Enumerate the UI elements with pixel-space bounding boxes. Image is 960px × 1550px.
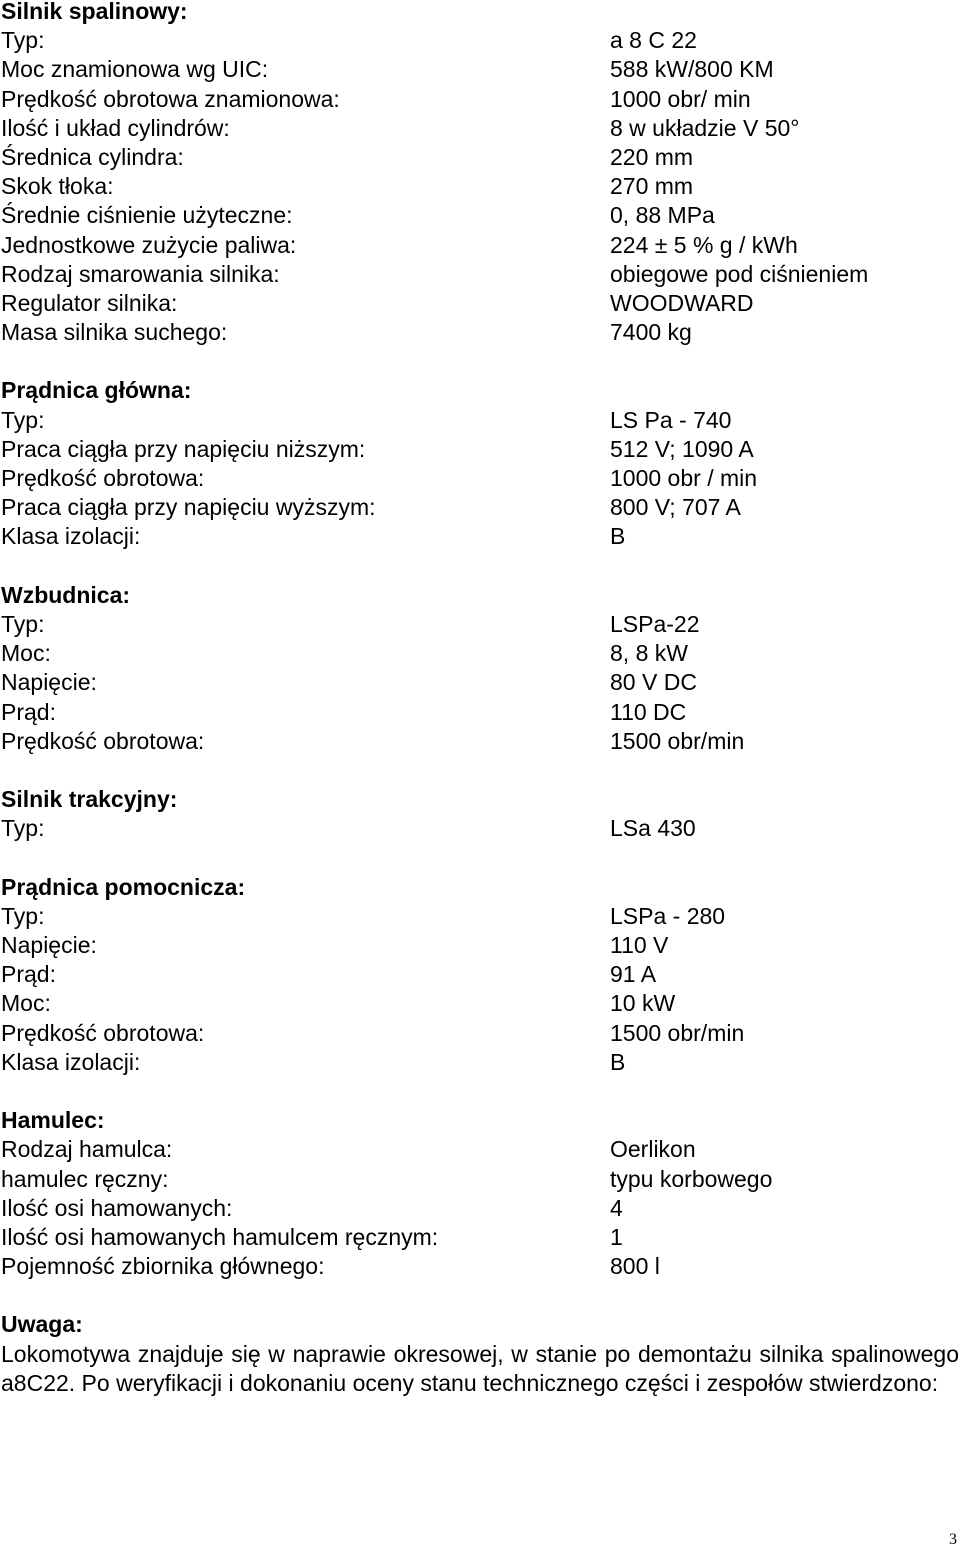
note-paragraph: Lokomotywa znajduje się w naprawie okresowej, w stanie po demontażu silnika spalinowego a8C22. Po weryfikacji i dokonaniu oceny stanu technicznego części i zespołów stwierdzono: (1, 1340, 959, 1397)
spec-row (1, 814, 959, 843)
spec-row (1, 201, 959, 230)
spec-row (1, 406, 959, 435)
spec-row (1, 698, 959, 727)
spec-value: 512 V; 1090 A (610, 435, 754, 462)
spec-label: Prędkość obrotowa: (1, 1019, 205, 1046)
spec-value: 1000 obr / min (610, 465, 758, 491)
spec-label: Moc: (1, 640, 51, 667)
spec-row (1, 55, 959, 84)
spec-row (1, 85, 959, 114)
section-hamulec (1, 1106, 959, 1281)
spec-label: Klasa izolacji: (1, 523, 141, 550)
spec-row (1, 902, 959, 931)
spec-label: Praca ciągła przy napięciu niższym: (1, 435, 366, 462)
note-section (1, 1310, 959, 1398)
spec-value: 800 l (610, 1253, 660, 1280)
spec-label: Rodzaj smarowania silnika: (1, 260, 280, 287)
spec-row (1, 639, 959, 668)
spec-row (1, 289, 959, 318)
section-pradnica-pomocnicza (1, 873, 959, 1077)
spec-label: Praca ciągła przy napięciu wyższym: (1, 494, 376, 521)
spec-row (1, 522, 959, 551)
spec-row (1, 610, 959, 639)
spec-value: 220 mm (610, 143, 694, 170)
spec-value: 224 ± 5 % g / kWh (610, 231, 798, 258)
spacer (1, 756, 959, 785)
spec-label: Typ: (1, 406, 45, 433)
spec-label: Masa silnika suchego: (1, 319, 228, 346)
spec-row (1, 143, 959, 172)
spacer (1, 1077, 959, 1106)
spec-label: Napięcie: (1, 669, 97, 696)
spec-value: 8, 8 kW (610, 640, 688, 667)
section-title: Prądnica pomocnicza: (1, 873, 246, 900)
spec-value: 588 kW/800 KM (610, 56, 774, 83)
spec-value: 270 mm (610, 173, 694, 200)
spec-label: hamulec ręczny: (1, 1165, 169, 1192)
spec-label: Pojemność zbiornika głównego: (1, 1253, 325, 1280)
spec-label: Napięcie: (1, 932, 97, 958)
spec-label: Typ: (1, 27, 45, 54)
spec-label: Prędkość obrotowa znamionowa: (1, 85, 340, 112)
spec-value: a 8 C 22 (610, 27, 697, 54)
spec-label: Średnica cylindra: (1, 143, 184, 170)
spec-row (1, 1223, 959, 1252)
spec-value: 80 V DC (610, 669, 697, 696)
spec-label: Typ: (1, 610, 45, 637)
spec-value: 110 DC (610, 698, 687, 725)
section-title: Prądnica główna: (1, 377, 192, 404)
spec-row (1, 1165, 959, 1194)
spec-value: 4 (610, 1194, 623, 1221)
spec-label: Moc znamionowa wg UIC: (1, 56, 269, 83)
spec-value: 110 V (610, 932, 669, 958)
spec-row (1, 1019, 959, 1048)
spec-label: Jednostkowe zużycie paliwa: (1, 231, 297, 258)
section-silnik-spalinowy (1, 0, 959, 347)
spec-value: B (610, 523, 626, 550)
spec-value: LS Pa - 740 (610, 406, 732, 433)
section-title: Silnik spalinowy: (1, 0, 188, 24)
spec-label: Prędkość obrotowa: (1, 727, 205, 754)
spec-label: Rodzaj hamulca: (1, 1136, 173, 1163)
spec-value: obiegowe pod ciśnieniem (610, 260, 869, 287)
spec-row (1, 318, 959, 347)
spec-value: LSPa - 280 (610, 902, 726, 929)
section-wzbudnica (1, 581, 959, 756)
spec-value: Oerlikon (610, 1136, 696, 1163)
spec-label: Typ: (1, 815, 45, 842)
spacer (1, 843, 959, 872)
section-title: Wzbudnica: (1, 581, 131, 608)
spec-label: Prąd: (1, 961, 56, 988)
spec-row (1, 114, 959, 143)
spec-row (1, 464, 959, 493)
spec-value: 10 kW (610, 990, 676, 1017)
spec-row (1, 727, 959, 756)
spec-value: 1500 obr/min (610, 727, 745, 754)
spacer (1, 1281, 959, 1310)
spec-row (1, 668, 959, 697)
section-title: Silnik trakcyjny: (1, 786, 178, 813)
spec-label: Klasa izolacji: (1, 1048, 141, 1075)
spec-value: 91 A (610, 961, 657, 988)
section-title: Hamulec: (1, 1107, 105, 1134)
spec-label: Ilość osi hamowanych hamulcem ręcznym: (1, 1223, 439, 1250)
spec-label: Ilość osi hamowanych: (1, 1194, 233, 1221)
spec-row (1, 260, 959, 289)
spec-value: 1000 obr/ min (610, 85, 751, 112)
spec-label: Średnie ciśnienie użyteczne: (1, 202, 293, 229)
spec-label: Prąd: (1, 698, 56, 725)
spec-value: 1 (610, 1223, 623, 1250)
spec-value: WOODWARD (610, 289, 754, 316)
spec-label: Ilość i układ cylindrów: (1, 114, 230, 141)
spec-value: LSPa-22 (610, 610, 700, 637)
spec-value: 800 V; 707 A (610, 494, 741, 521)
spec-row (1, 435, 959, 464)
spec-row (1, 493, 959, 522)
spec-row (1, 1194, 959, 1223)
spec-row (1, 1135, 959, 1164)
spec-row (1, 231, 959, 260)
note-title: Uwaga: (1, 1311, 83, 1338)
spec-row (1, 1048, 959, 1077)
spacer (1, 552, 959, 581)
spec-label: Regulator silnika: (1, 289, 178, 316)
spec-label: Typ: (1, 902, 45, 929)
spec-value: B (610, 1048, 626, 1075)
spec-row (1, 1252, 959, 1281)
spec-value: 8 w układzie V 50° (610, 114, 800, 141)
spec-value: typu korbowego (610, 1165, 773, 1192)
spacer (1, 347, 959, 376)
section-silnik-trakcyjny (1, 785, 959, 843)
spec-label: Moc: (1, 990, 51, 1017)
spec-row (1, 989, 959, 1018)
spec-row (1, 172, 959, 201)
spec-row (1, 960, 959, 989)
spec-label: Prędkość obrotowa: (1, 465, 205, 491)
spec-label: Skok tłoka: (1, 173, 114, 200)
document-page (1, 0, 959, 1398)
spec-row (1, 931, 959, 960)
section-pradnica-glowna (1, 376, 959, 551)
spec-value: 0, 88 MPa (610, 202, 715, 229)
spec-value: 1500 obr/min (610, 1019, 745, 1046)
spec-value: 7400 kg (610, 319, 692, 346)
spec-value: LSa 430 (610, 815, 696, 842)
spec-row (1, 26, 959, 55)
page-number: 3 (949, 1531, 957, 1548)
